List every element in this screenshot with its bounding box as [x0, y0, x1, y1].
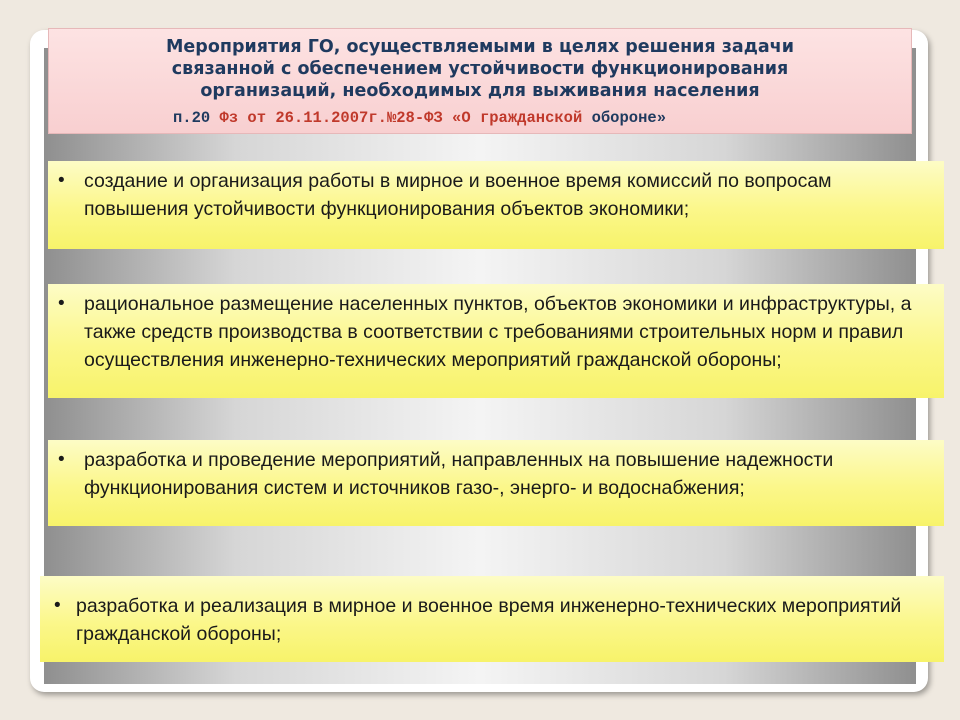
bullet-icon: •	[58, 449, 65, 470]
measure-item-text: рациональное размещение населенных пунктов, объектов экономики и инфраструктуры, а также средств производства в соответствии с требованиями строительных норм и правил осуществления инженерно-технических мероприятий гражданской обороны;	[84, 293, 912, 371]
bullet-icon: •	[54, 595, 61, 616]
bullet-icon: •	[58, 170, 65, 191]
law-reference-law: Фз от 26.11.2007г.№28-ФЗ «О гражданской	[219, 109, 583, 127]
bullet-icon: •	[58, 293, 65, 314]
measure-item-3	[48, 440, 944, 526]
law-reference-prefix: п.20	[173, 109, 220, 127]
title-box	[48, 28, 912, 134]
measure-item-text: создание и организация работы в мирное и военное время комиссий по вопросам повышения устойчивости функционирования объектов экономики;	[84, 170, 832, 220]
measure-item-4	[40, 576, 944, 662]
law-reference	[173, 109, 666, 127]
measure-item-2	[48, 284, 944, 398]
law-reference-suffix: обороне»	[582, 109, 666, 127]
measure-item-text: разработка и реализация в мирное и военное время инженерно-технических мероприятий гражданской обороны;	[76, 595, 902, 645]
measure-item-text: разработка и проведение мероприятий, направленных на повышение надежности функционирования систем и источников газо-, энерго- и водоснабжения;	[84, 449, 834, 499]
slide-title: Мероприятия ГО, осуществляемыми в целях решения задачи связанной с обеспечением устойчивости функционирования организаций, необходимых для выживания населения	[166, 37, 794, 101]
measure-item-1	[48, 161, 944, 249]
